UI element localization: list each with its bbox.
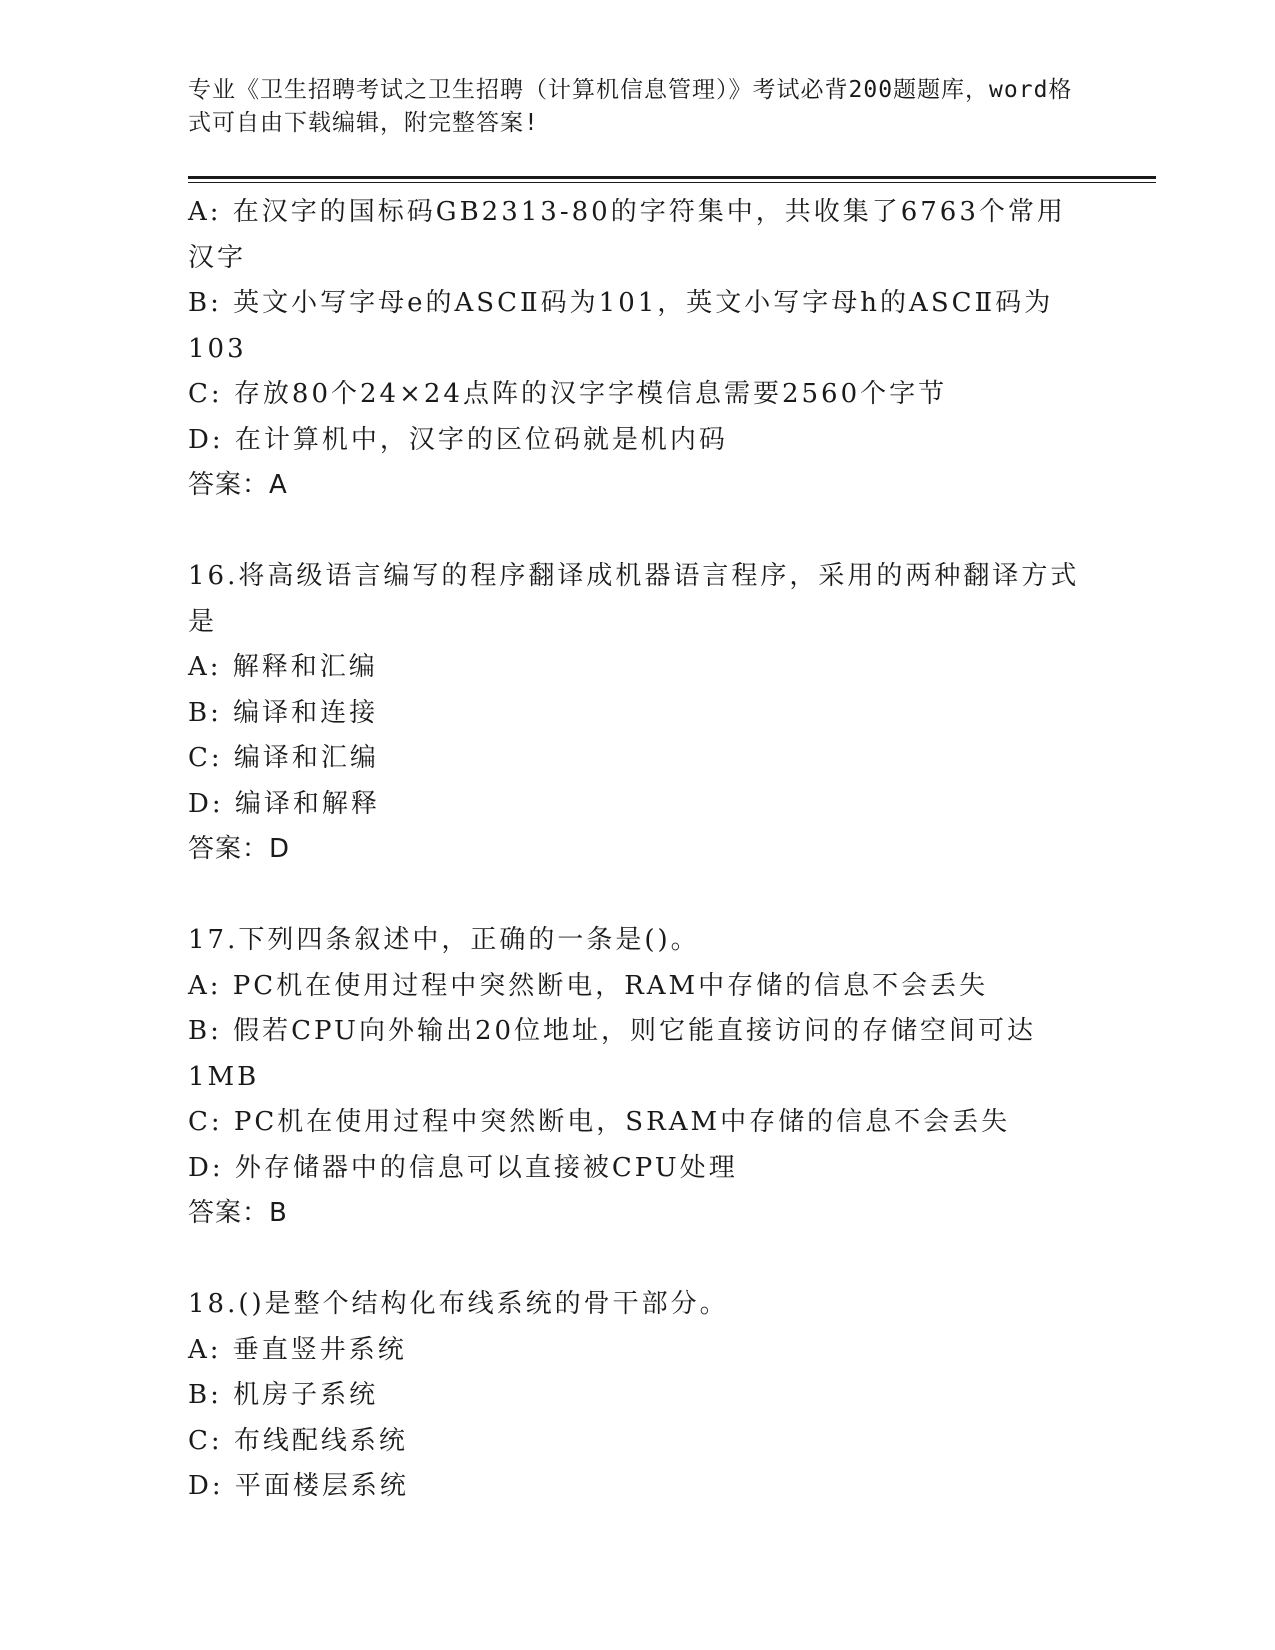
question-15 <box>188 190 1088 509</box>
option-b: B: 编译和连接 <box>188 697 379 728</box>
question-18 <box>188 1282 1088 1510</box>
option-a: A: PC机在使用过程中突然断电，RAM中存储的信息不会丢失 <box>188 970 989 1001</box>
option-d: D: 外存储器中的信息可以直接被CPU处理 <box>188 1152 738 1183</box>
question-16 <box>188 554 1088 873</box>
question-list <box>188 190 1088 1510</box>
answer: 答案：A <box>188 470 288 500</box>
header-rule-thin <box>188 182 1156 183</box>
option-a: A: 解释和汇编 <box>188 652 378 682</box>
header-rule-thick <box>188 176 1156 179</box>
option-d: D: 在计算机中，汉字的区位码就是机内码 <box>188 424 728 455</box>
option-c: C: 布线配线系统 <box>188 1425 408 1456</box>
question-stem: 17.下列四条叙述中，正确的一条是()。 <box>188 925 700 955</box>
option-d: D: 编译和解释 <box>188 788 380 819</box>
answer: 答案：D <box>188 834 291 864</box>
question-stem: 18.()是整个结构化布线系统的骨干部分。 <box>188 1289 729 1319</box>
question-17 <box>188 918 1088 1237</box>
question-stem: 16.将高级语言编写的程序翻译成机器语言程序，采用的两种翻译方式是 <box>188 561 1080 637</box>
document-header: 专业《卫生招聘考试之卫生招聘（计算机信息管理）》考试必背200题题库，word格式可自由下载编辑，附完整答案! <box>188 77 1073 136</box>
answer: 答案：B <box>188 1198 288 1228</box>
option-d: D: 平面楼层系统 <box>188 1471 409 1501</box>
option-a: A: 在汉字的国标码GB2313-80的字符集中，共收集了6763个常用汉字 <box>188 197 1066 273</box>
option-b: B: 假若CPU向外输出20位地址，则它能直接访问的存储空间可达1MB <box>188 1016 1037 1092</box>
option-c: C: 编译和汇编 <box>188 743 379 773</box>
option-a: A: 垂直竖井系统 <box>188 1334 407 1365</box>
option-b: B: 机房子系统 <box>188 1380 379 1410</box>
option-c: C: PC机在使用过程中突然断电，SRAM中存储的信息不会丢失 <box>188 1107 1011 1137</box>
option-b: B: 英文小写字母e的ASCⅡ码为101，英文小写字母h的ASCⅡ码为103 <box>188 288 1054 364</box>
option-c: C: 存放80个24×24点阵的汉字字模信息需要2560个字节 <box>188 379 948 409</box>
